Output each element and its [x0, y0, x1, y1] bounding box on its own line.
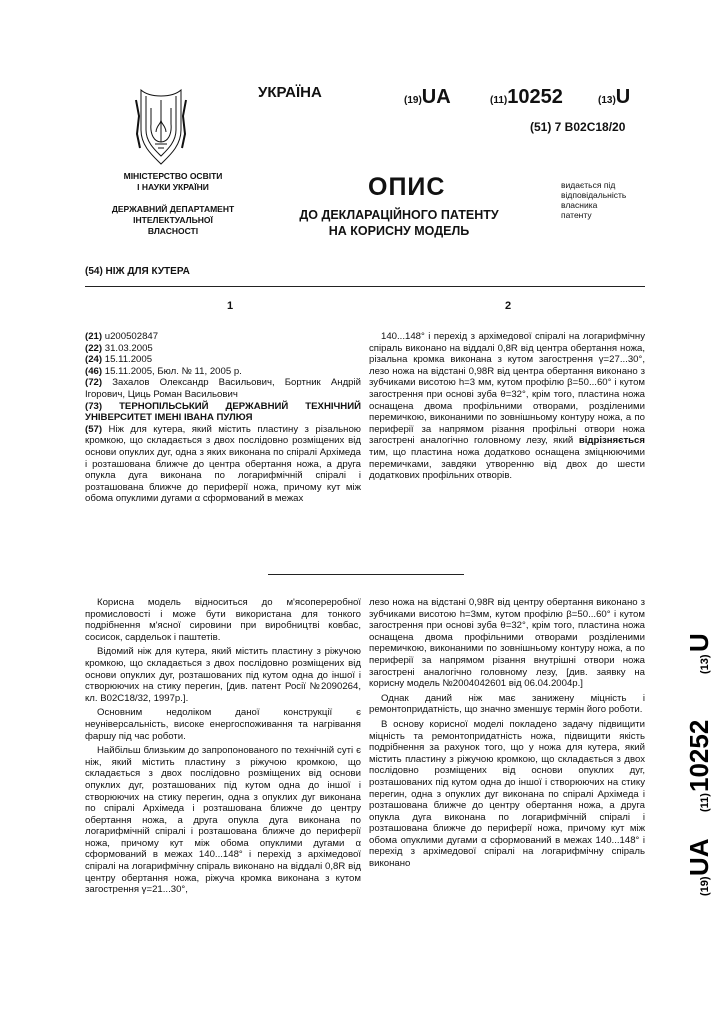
note-line: відповідальність [561, 190, 627, 200]
divider [85, 286, 645, 287]
side-code-label: (11) [699, 793, 711, 812]
ministry-line: І НАУКИ УКРАЇНИ [137, 182, 209, 192]
code-label: (19) [404, 95, 422, 106]
section-divider [268, 574, 464, 575]
document-subtitle: НА КОРИСНУ МОДЕЛЬ [328, 224, 470, 238]
bib-entry: (46) 15.11.2005, Бюл. № 11, 2005 р. [85, 365, 242, 377]
department-line: ДЕРЖАВНИЙ ДЕПАРТАМЕНТ [111, 204, 235, 214]
side-code-value: 10252 [684, 719, 714, 792]
bib-entry: (22) 31.03.2005 [85, 342, 153, 354]
department-block [98, 204, 248, 237]
bib-entry: (21) u200502847 [85, 331, 159, 342]
side-code-value: U [684, 633, 714, 652]
paragraph: Корисна модель відноситься до м'ясопереробної промисловості і може бути використана для тонкого подрібнення м'ясної сировини при виробництві ковбас, сосисок, сардельок і паштетів. [85, 597, 361, 643]
note-line: патенту [561, 210, 592, 220]
bibliographic-data [85, 331, 361, 505]
code-label: (13) [598, 95, 616, 106]
side-patent-label [646, 590, 726, 900]
coat-of-arms-emblem [134, 86, 188, 166]
bib-entry: (72) Захалов Олександр Васильович, Бортник Андрій Ігорович, Циць Роман Васильович [85, 377, 361, 400]
ministry-block [98, 171, 248, 193]
side-code-label: (13) [699, 654, 711, 674]
code-label: (11) [490, 95, 508, 106]
column-number: 1 [227, 300, 234, 312]
document-type: ОПИС [368, 173, 446, 201]
description-right [369, 597, 645, 870]
invention-title: (54) НІЖ ДЛЯ КУТЕРА [85, 266, 190, 277]
code-value: 10252 [507, 86, 563, 108]
ipc-classification: (51) 7 B02C18/20 [530, 120, 626, 134]
note-line: власника [561, 200, 598, 210]
country-code [404, 86, 451, 109]
paragraph: Однак даний ніж має занижену міцність і ремонтопридатність, що значно зменшує термін його роботи. [369, 692, 645, 716]
patent-number [490, 86, 563, 109]
paragraph: Відомий ніж для кутера, який містить пластину з ріжучою кромкою, що складається з двох послідовно розміщених від основи опуклих дуг, розташованих під кутом одна до іншої і створюючих на стику перегин, [див. патент Росії №2090264, кл. B02C18/32, 1997р.]. [85, 646, 361, 704]
paragraph: лезо ножа на відстані 0,98R від центру обертання виконано з зубчиками висотою h=3мм, кутом профілю β=50...60° і кутом загострення при основі зуба θ=32°, крім того, пластина ножа оснащена двома профільними отворами розділеними перемичкою, виконаними по зовнішньому контуру ножа, а по периферії за напрямом різання внутрішні отвори ножа загострені аналогічно головному лезу, [див. заявку на корисну модель №2004042601 від 06.04.2004р.] [369, 597, 645, 690]
ministry-line: МІНІСТЕРСТВО ОСВІТИ [123, 171, 223, 181]
side-code-value: UA [684, 838, 714, 876]
claim-text: 140...148° і перехід з архімедової спіралі на логарифмічну спіраль виконано на віддалі 0,8R від центра обертання ножа, різальна кромка виконана з кутом загострення γ=27...30°, лезо ножа на відстані 0,98R від центра обертання виконано з зубчиками висотою h=3 мм, кутом профілю β=50...60° і кутом загострення при основі зуба θ=32°, крім того, пластина ножа оснащена двома профільними отворами, розділеними перемичкою, виконаними по зовнішньому контуру ножа, а по периферії за напрямом різання профільні отвори ножа загострені аналогічно головному лезу, який відрізняється тим, що пластина ножа додатково оснащена зміцнюючими перемичками, завдяки утворенню від двох до шести додаткових профільних отворів. [369, 331, 645, 482]
code-value: U [615, 86, 631, 108]
code-value: UA [421, 86, 451, 108]
claim-text: (57) Ніж для кутера, який містить пластину з різальною кромкою, що складається з двох послідовно розміщених від основи опуклих дуг, одна з яких виконана по спіралі Архімеда і розташована ближче до центра обертання ножа, а друга опукла дуга виконана по логарифмічній спіралі і розташована ближче до периферії ножа, причому кут між обома опуклими дугами α сформований в межах [85, 423, 361, 505]
document-kind [598, 86, 630, 109]
side-code-label: (19) [699, 876, 711, 896]
claim-continuation [369, 331, 645, 482]
department-line: ІНТЕЛЕКТУАЛЬНОЇ [133, 215, 213, 225]
bib-entry: (73) ТЕРНОПІЛЬСЬКИЙ ДЕРЖАВНИЙ ТЕХНІЧНИЙ УНІВЕРСИТЕТ ІМЕНІ ІВАНА ПУЛЮЯ [85, 400, 361, 424]
bib-entry: (24) 15.11.2005 [85, 354, 153, 366]
description-left [85, 597, 361, 896]
paragraph: Основним недоліком даної конструкції є неуніверсальність, високе енергоспоживання та нагрівання фаршу під час роботи. [85, 707, 361, 742]
column-number: 2 [505, 300, 512, 312]
paragraph: Найбільш близьким до запропонованого по технічній суті є ніж, який містить пластину з ріжучою кромкою, що складається з двох послідовно розміщених від основи опуклих дуг, розташованих під кутом одна до іншої і створюючих на стику перегин, одна з опуклих дуг виконана по спіралі Архімеда і розташована ближче до центру обертання ножа, а друга опукла дуга виконана по логарифмічній спіралі і розташована ближче до периферії ножа, причому кут між обома опуклими дугами α сформований в межах 140...148° і перехід з архімедової спіралі на логарифмічну спіраль виконано на віддалі 0,8R від центру обертання ножа, ріжуча кромка виконана з кутом загострення γ=21...30°, [85, 745, 361, 896]
note-line: видається під [561, 180, 616, 190]
issue-note [561, 180, 661, 220]
country-name: УКРАЇНА [258, 84, 322, 101]
department-line: ВЛАСНОСТІ [147, 226, 199, 236]
document-subtitle: ДО ДЕКЛАРАЦІЙНОГО ПАТЕНТУ [299, 208, 499, 222]
paragraph: В основу корисної моделі покладено задачу підвищити міцність та ремонтопридатність ножа, підвищити якість подрібнення за рахунок того, що у ножа для кутера, який містить пластину з ріжучою кромкою, що складається з двох послідовно розміщених від основи опуклих дуг, розташованих під кутом одна до іншої і створюючих на стику перегин, одна з опуклих дуг виконана по спіралі Архімеда і розташована ближче до центру обертання ножа, а друга опукла дуга виконана по логарифмічній спіралі і розташована ближче до периферії ножа, причому кут між обома опуклими дугами α сформований в межах 140...148° і перехід з архімедової спіралі на логарифмічну спіраль виконано [369, 718, 645, 870]
